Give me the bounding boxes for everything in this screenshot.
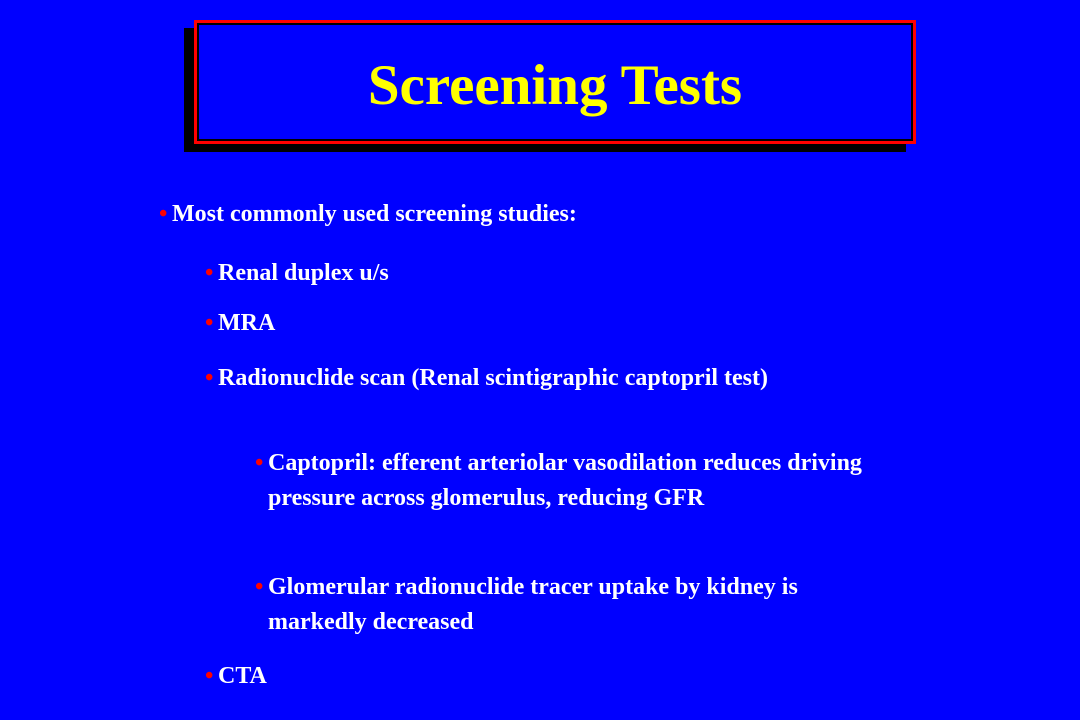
bullet-item-level-3 xyxy=(255,570,875,640)
bullet-text: Renal duplex u/s xyxy=(218,260,389,286)
bullet-item-level-2 xyxy=(205,306,888,341)
bullet-dot-icon: • xyxy=(205,365,214,391)
bullet-text: Glomerular radionuclide tracer uptake by kidney is markedly decreased xyxy=(268,574,798,635)
bullet-dot-icon: • xyxy=(205,260,214,286)
bullet-dot-icon: • xyxy=(255,450,264,476)
bullet-item-level-3 xyxy=(255,446,875,516)
slide-title: Screening Tests xyxy=(367,54,743,117)
bullet-text: MRA xyxy=(218,310,276,336)
bullet-item-level-1 xyxy=(159,197,872,232)
bullet-dot-icon: • xyxy=(159,201,168,227)
bullet-dot-icon: • xyxy=(255,574,264,600)
bullet-text: CTA xyxy=(218,663,267,689)
bullet-text: Most commonly used screening studies: xyxy=(172,201,577,227)
bullet-text: Captopril: efferent arteriolar vasodilation reduces driving pressure across glomerulus, reducing GFR xyxy=(268,450,862,511)
bullet-dot-icon: • xyxy=(205,663,214,689)
bullet-item-level-2 xyxy=(205,256,888,291)
bullet-item-level-2 xyxy=(205,361,885,396)
bullet-dot-icon: • xyxy=(205,310,214,336)
bullet-item-level-2 xyxy=(205,659,888,694)
bullet-text: Radionuclide scan (Renal scintigraphic captopril test) xyxy=(218,365,768,391)
